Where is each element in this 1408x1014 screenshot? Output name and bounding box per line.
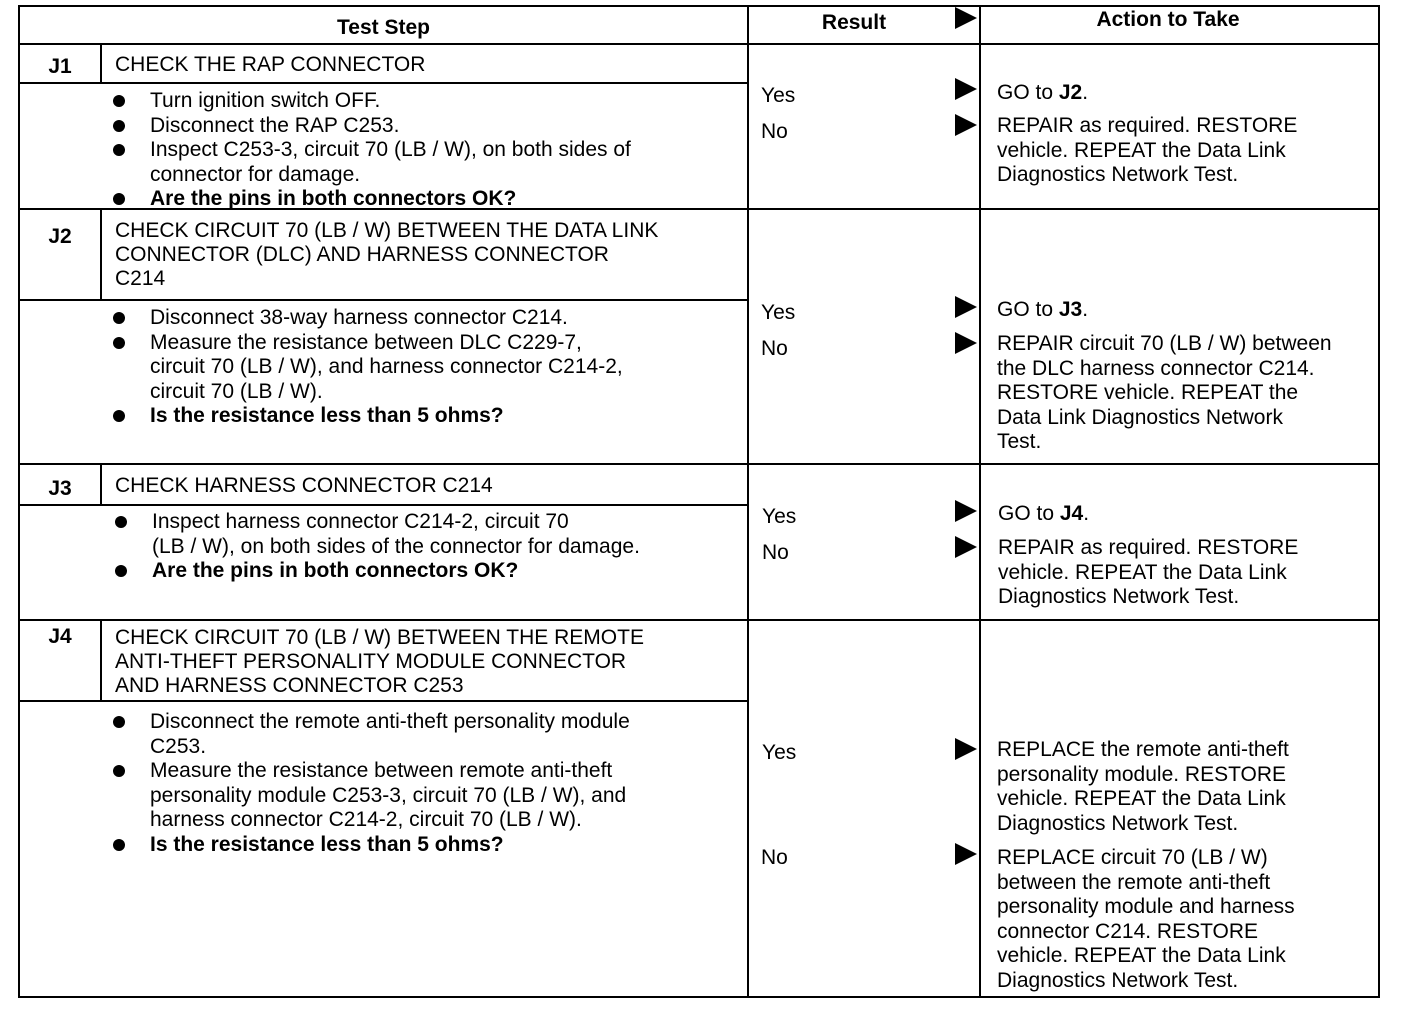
action-no-j3: REPAIR as required. RESTORE vehicle. REPEAT the Data Link Diagnostics Network Test. (998, 536, 1299, 608)
bullet-icon (113, 765, 125, 777)
bullet-icon (113, 120, 125, 132)
column-divider-action (979, 5, 981, 998)
action-no-j2: REPAIR circuit 70 (LB / W) between the DLC harness connector C214. RESTORE vehicle. REPEAT the Data Link Diagnostics Network Test. (997, 332, 1332, 453)
step-id-j2: J2 (48, 225, 72, 248)
bullet-icon (113, 716, 125, 728)
step-title-underline-j2 (18, 299, 747, 301)
step-instructions-j4 (113, 710, 743, 857)
step-instructions-j1 (113, 89, 743, 212)
step-instructions-j2 (113, 306, 743, 429)
step-title-j1: CHECK THE RAP CONNECTOR (115, 53, 426, 76)
header-action: Action to Take (1096, 8, 1240, 31)
list-item: Measure the resistance between remote anti-theft personality module C253-3, circuit 70 (LB / W), and harness connector C214-2, circuit 70 (LB / W). (113, 759, 743, 833)
result-no-j1: No (761, 120, 788, 143)
arrow-yes-icon-j4 (955, 738, 977, 760)
list-item: Inspect harness connector C214-2, circuit 70 (LB / W), on both sides of the connector for damage. (115, 510, 745, 559)
result-yes-j1: Yes (761, 84, 796, 107)
bullet-icon (113, 410, 125, 422)
header-arrow-icon (955, 7, 977, 29)
table-top-border (18, 5, 1380, 7)
row-divider-j3-j4 (18, 619, 1380, 621)
header-result: Result (821, 11, 887, 34)
step-question: Is the resistance less than 5 ohms? (113, 833, 743, 858)
bullet-icon (113, 144, 125, 156)
step-title-underline-j4 (18, 700, 747, 702)
step-instructions-j3 (115, 510, 745, 584)
arrow-yes-icon-j3 (955, 500, 977, 522)
result-yes-j2: Yes (761, 301, 796, 324)
action-yes-j3: GO to J4. (998, 502, 1090, 525)
action-yes-j1: GO to J2. (997, 81, 1089, 104)
bullet-icon (113, 839, 125, 851)
table-left-border (18, 5, 20, 998)
action-yes-j2: GO to J3. (997, 298, 1089, 321)
arrow-no-icon-j2 (955, 332, 977, 354)
column-divider-result (747, 5, 749, 998)
arrow-yes-icon-j1 (955, 78, 977, 100)
table-bottom-border (18, 996, 1380, 998)
result-no-j4: No (761, 846, 788, 869)
step-title-underline-j1 (18, 82, 747, 84)
list-item: Inspect C253-3, circuit 70 (LB / W), on both sides of connector for damage. (113, 138, 743, 187)
bullet-icon (115, 565, 127, 577)
header-divider (18, 43, 1380, 45)
action-yes-j4: REPLACE the remote anti-theft personality module. RESTORE vehicle. REPEAT the Data Link Diagnostics Network Test. (997, 738, 1289, 835)
step-id-j4: J4 (48, 625, 72, 648)
table-right-border (1378, 5, 1380, 998)
step-title-j2: CHECK CIRCUIT 70 (LB / W) BETWEEN THE DATA LINK CONNECTOR (DLC) AND HARNESS CONNECTOR C214 (115, 219, 659, 290)
bullet-icon (113, 337, 125, 349)
result-no-j3: No (762, 541, 789, 564)
step-question: Is the resistance less than 5 ohms? (113, 404, 743, 429)
bullet-icon (113, 312, 125, 324)
result-yes-j3: Yes (762, 505, 797, 528)
step-id-divider-j2 (100, 209, 102, 301)
arrow-no-icon-j4 (955, 843, 977, 865)
result-yes-j4: Yes (762, 741, 797, 764)
step-id-divider-j1 (100, 44, 102, 84)
step-id-j1: J1 (48, 55, 72, 78)
result-no-j2: No (761, 337, 788, 360)
step-title-j3: CHECK HARNESS CONNECTOR C214 (115, 474, 493, 497)
bullet-icon (115, 516, 127, 528)
step-id-divider-j4 (100, 620, 102, 702)
step-id-divider-j3 (100, 464, 102, 506)
arrow-no-icon-j3 (955, 536, 977, 558)
list-item: Measure the resistance between DLC C229-7, circuit 70 (LB / W), and harness connector C214-2, circuit 70 (LB / W). (113, 331, 743, 405)
step-title-underline-j3 (18, 504, 747, 506)
bullet-icon (113, 95, 125, 107)
action-no-j1: REPAIR as required. RESTORE vehicle. REPEAT the Data Link Diagnostics Network Test. (997, 114, 1298, 186)
step-question: Are the pins in both connectors OK? (115, 559, 745, 584)
step-title-j4: CHECK CIRCUIT 70 (LB / W) BETWEEN THE REMOTE ANTI-THEFT PERSONALITY MODULE CONNECTOR AND HARNESS CONNECTOR C253 (115, 626, 644, 697)
step-id-j3: J3 (48, 477, 72, 500)
row-divider-j2-j3 (18, 463, 1380, 465)
arrow-no-icon-j1 (955, 114, 977, 136)
bullet-icon (113, 193, 125, 205)
action-no-j4: REPLACE circuit 70 (LB / W) between the remote anti-theft personality module and harness connector C214. RESTORE vehicle. REPEAT the Data Link Diagnostics Network Test. (997, 846, 1295, 992)
list-item: Disconnect the RAP C253. (113, 114, 743, 139)
header-test-step: Test Step (337, 16, 430, 39)
list-item: Turn ignition switch OFF. (113, 89, 743, 114)
arrow-yes-icon-j2 (955, 296, 977, 318)
list-item: Disconnect the remote anti-theft personality module C253. (113, 710, 743, 759)
step-question: Are the pins in both connectors OK? (113, 187, 743, 212)
list-item: Disconnect 38-way harness connector C214. (113, 306, 743, 331)
